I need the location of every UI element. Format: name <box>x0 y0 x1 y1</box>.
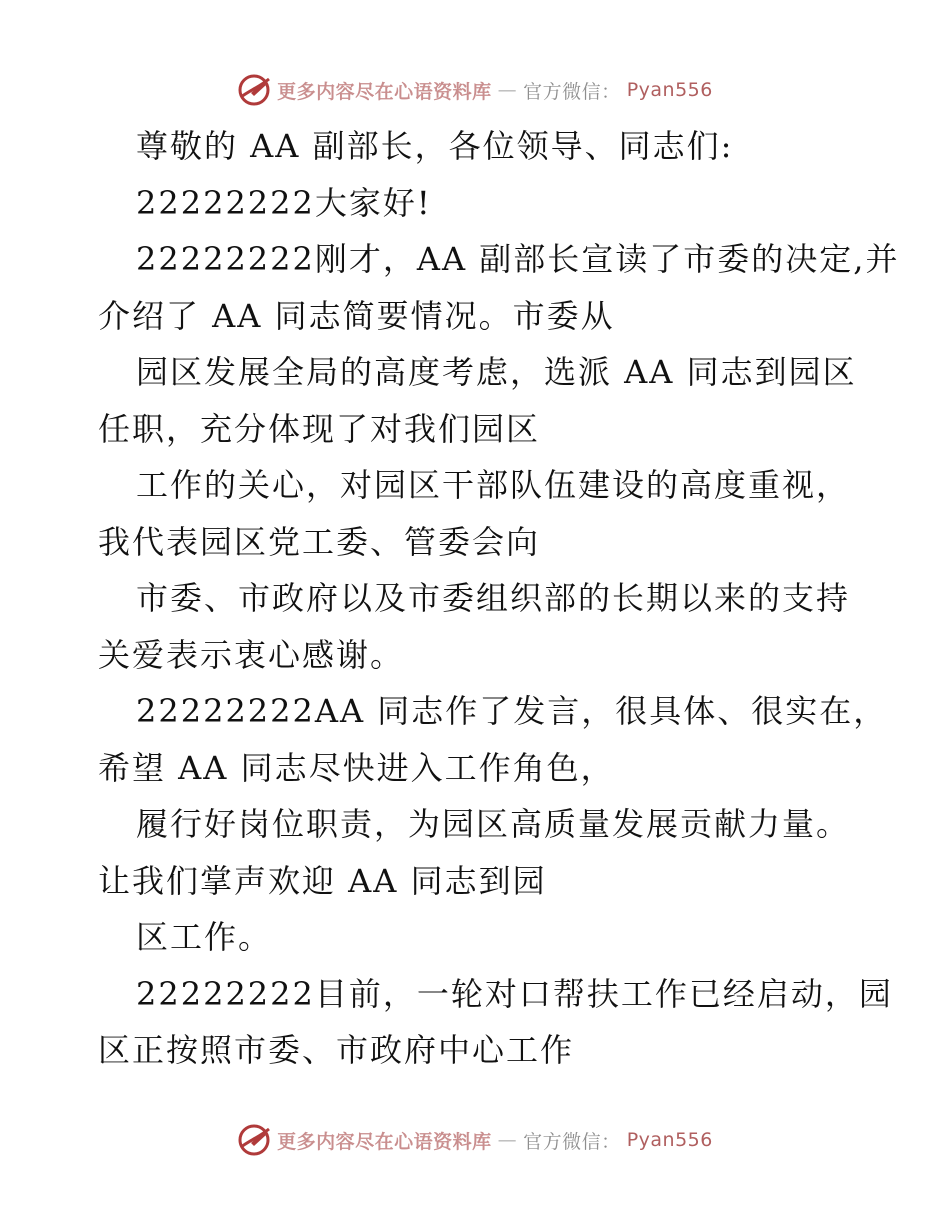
watermark-wechat-id: Pyan556 <box>626 79 713 101</box>
watermark-main-text: 更多内容尽在心语资料库 <box>277 1130 492 1153</box>
pen-logo-icon <box>237 1123 271 1157</box>
text-line: 尊敬的 AA 副部长，各位领导、同志们: <box>136 127 734 165</box>
document-body <box>98 118 900 1079</box>
watermark-wechat-label: 官方微信： <box>523 80 621 103</box>
text-line: 工作的关心，对园区干部队伍建设的高度重视， <box>136 466 851 504</box>
text-line: 让我们掌声欢迎 AA 同志到园 <box>98 861 547 900</box>
watermark-dash: — <box>497 1129 518 1151</box>
text-line: 市委、市政府以及市委组织部的长期以来的支持 <box>136 579 851 617</box>
watermark-wechat-id: Pyan556 <box>626 1129 713 1151</box>
text-line: 区正按照市委、市政府中心工作 <box>98 1031 575 1069</box>
watermark-dash: — <box>497 79 518 101</box>
text-line: 22222222大家好! <box>136 183 432 222</box>
text-line: 区工作。 <box>136 918 273 956</box>
watermark-wechat-label: 官方微信： <box>523 1130 621 1153</box>
text-line: 履行好岗位职责，为园区高质量发展贡献力量。 <box>136 805 851 843</box>
header-watermark <box>0 70 950 110</box>
footer-watermark <box>0 1120 950 1160</box>
text-line: 22222222AA 同志作了发言，很具体、很实在， <box>136 692 888 730</box>
text-line: 园区发展全局的高度考虑，选派 AA 同志到园区 <box>136 353 857 391</box>
text-line: 22222222刚才，AA 副部长宣读了市委的决定,并 <box>136 240 900 278</box>
text-line: 希望 AA 同志尽快进入工作角色， <box>98 748 615 787</box>
text-line: 22222222目前，一轮对口帮扶工作已经启动，园 <box>136 974 893 1013</box>
text-line: 任职，充分体现了对我们园区 <box>98 409 541 448</box>
text-line: 我代表园区党工委、管委会向 <box>98 522 541 561</box>
pen-logo-icon <box>237 73 271 107</box>
text-line: 介绍了 AA 同志简要情况。市委从 <box>98 296 615 335</box>
watermark-main-text: 更多内容尽在心语资料库 <box>277 80 492 103</box>
text-line: 关爱表示衷心感谢。 <box>98 635 405 674</box>
